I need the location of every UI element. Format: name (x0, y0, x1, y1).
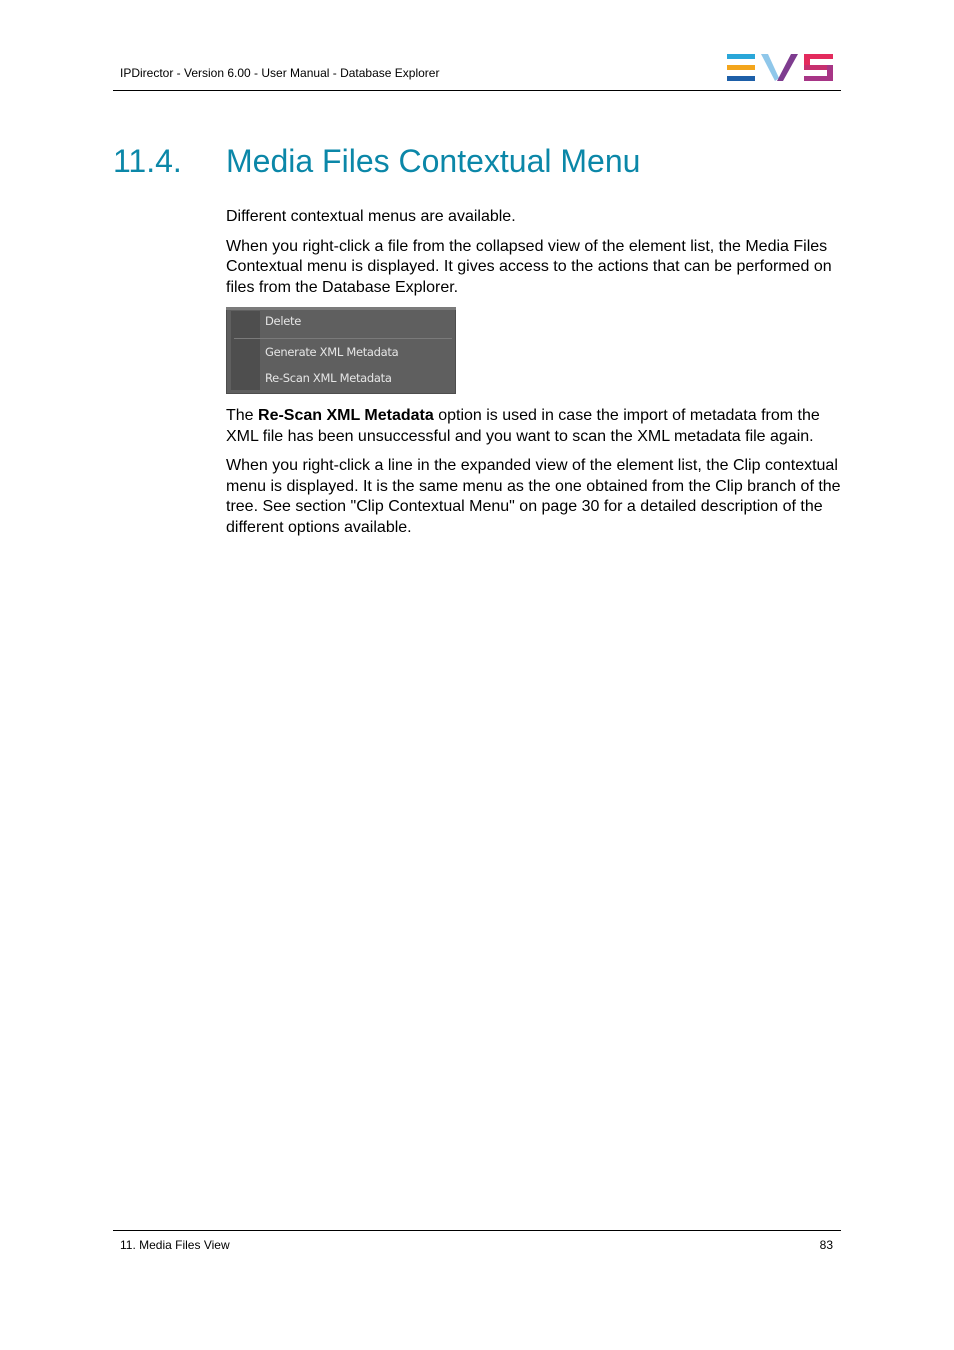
logo-v-left (761, 54, 779, 81)
menu-item-rescan-xml-metadata[interactable]: Re-Scan XML Metadata (265, 371, 392, 385)
media-files-context-menu-screenshot (226, 307, 456, 394)
section-title: Media Files Contextual Menu (226, 143, 641, 179)
footer-divider (113, 1230, 841, 1231)
main-content (226, 207, 841, 547)
rescan-option-name: Re-Scan XML Metadata (258, 407, 434, 424)
header-divider (113, 90, 841, 91)
evs-logo (727, 54, 833, 81)
menu-icon-gutter (231, 311, 260, 390)
header-title: IPDirector - Version 6.00 - User Manual - Database Explorer (120, 66, 440, 80)
paragraph-right-click-file: When you right-click a file from the collapsed view of the element list, the Media Files Contextual menu is displayed. It gives access to the actions that can be performed on files from the Database Explorer. (226, 237, 832, 296)
rescan-prefix: The (226, 407, 259, 424)
logo-e-middle (727, 65, 755, 70)
logo-s-bottom (804, 76, 833, 81)
menu-item-delete[interactable]: Delete (265, 314, 301, 328)
logo-e-bottom (727, 76, 755, 81)
page-number: 83 (819, 1238, 833, 1252)
logo-v-right (777, 54, 798, 81)
paragraph-intro: Different contextual menus are available. (226, 208, 516, 225)
menu-item-generate-xml-metadata[interactable]: Generate XML Metadata (265, 345, 399, 359)
menu-top-strip (226, 307, 456, 310)
footer-chapter: 11. Media Files View (120, 1238, 230, 1252)
rescan-description: option is used in case the import of metadata from the XML file has been unsuccessful and you want to scan the XML metadata file again. (226, 407, 820, 445)
paragraph-rescan-option (226, 406, 841, 447)
menu-separator (234, 338, 452, 339)
paragraph-expanded-view: When you right-click a line in the expanded view of the element list, the Clip contextual menu is displayed. It is the same menu as the one obtained from the Clip branch of the tree. See section "Clip Contextual Menu" on page 30 for a detailed description of the different options available. (226, 457, 841, 536)
section-number: 11.4. (113, 143, 182, 179)
logo-e-top (727, 54, 755, 59)
